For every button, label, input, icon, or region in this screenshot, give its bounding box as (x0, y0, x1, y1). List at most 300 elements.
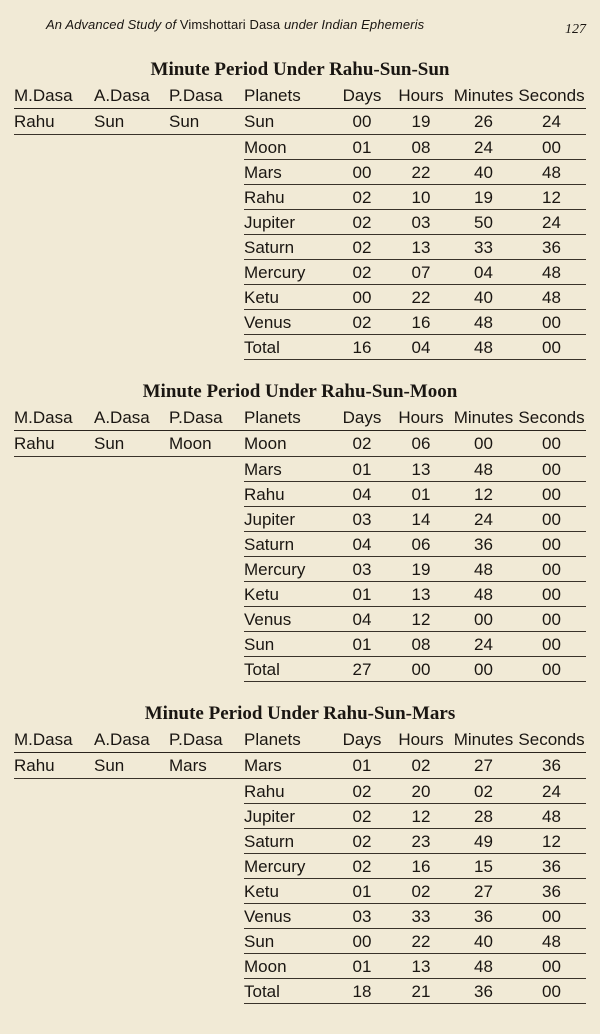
minutes-header: Minutes (453, 86, 514, 105)
pdasa-header: P.Dasa (169, 730, 223, 749)
row-values (244, 210, 586, 235)
adasa-cell (94, 235, 169, 260)
mdasa-header: M.Dasa (14, 408, 73, 427)
planet-cell: Mercury (244, 263, 306, 282)
days-cell: 03 (352, 560, 372, 579)
hours-header: Hours (398, 408, 444, 427)
mdasa-cell: Rahu (14, 756, 55, 775)
hours-cell: 12 (411, 610, 431, 629)
row-values (244, 135, 586, 160)
pdasa-cell (169, 879, 244, 904)
days-cell: 01 (352, 756, 372, 775)
adasa-cell (94, 904, 169, 929)
table-row (14, 753, 586, 779)
row-values (244, 804, 586, 829)
minutes-cell: 24 (474, 510, 493, 529)
pdasa-cell (169, 185, 244, 210)
pdasa-cell (169, 310, 244, 335)
days-cell: 18 (352, 982, 372, 1001)
hours-cell: 22 (411, 288, 431, 307)
minutes-cell: 48 (474, 560, 493, 579)
table-row (14, 607, 586, 632)
adasa-cell (94, 482, 169, 507)
planet-cell: Total (244, 338, 280, 357)
planet-cell: Moon (244, 957, 287, 976)
adasa-header: A.Dasa (94, 86, 150, 105)
pdasa-cell (169, 657, 244, 682)
adasa-cell (94, 335, 169, 360)
minutes-cell: 36 (474, 535, 493, 554)
table-row (14, 582, 586, 607)
seconds-header: Seconds (518, 730, 585, 749)
minutes-cell: 50 (474, 213, 493, 232)
adasa-cell (94, 185, 169, 210)
mdasa-cell (14, 335, 94, 360)
table-row (14, 160, 586, 185)
days-cell: 02 (352, 782, 372, 801)
row-values (244, 310, 586, 335)
days-cell: 04 (352, 485, 372, 504)
page-number: 127 (565, 22, 586, 37)
row-values (244, 260, 586, 285)
minutes-cell: 02 (474, 782, 493, 801)
adasa-cell (94, 210, 169, 235)
days-cell: 02 (352, 313, 372, 332)
planet-cell: Mars (244, 163, 282, 182)
planet-cell: Rahu (244, 485, 285, 504)
seconds-cell: 00 (542, 510, 561, 529)
planet-cell: Ketu (244, 882, 279, 901)
pdasa-cell (169, 929, 244, 954)
hours-cell: 14 (411, 510, 431, 529)
adasa-cell (94, 310, 169, 335)
pdasa-cell (169, 482, 244, 507)
adasa-cell (94, 135, 169, 160)
days-cell: 03 (352, 510, 372, 529)
pdasa-cell (169, 854, 244, 879)
mdasa-cell (14, 879, 94, 904)
row-values (244, 979, 586, 1004)
adasa-cell: Sun (94, 112, 125, 131)
row-values (244, 632, 586, 657)
hours-cell: 22 (411, 163, 431, 182)
adasa-cell: Sun (94, 756, 125, 775)
hours-cell: 23 (411, 832, 431, 851)
hours-header: Hours (398, 730, 444, 749)
seconds-cell: 00 (542, 635, 561, 654)
row-values (244, 829, 586, 854)
mdasa-cell (14, 829, 94, 854)
mdasa-cell (14, 310, 94, 335)
planet-cell: Saturn (244, 832, 295, 851)
adasa-cell (94, 879, 169, 904)
planet-cell: Mercury (244, 857, 306, 876)
row-values (244, 335, 586, 360)
planet-cell: Sun (244, 932, 275, 951)
hours-cell: 33 (411, 907, 431, 926)
days-header: Days (342, 86, 382, 105)
planet-cell: Total (244, 660, 280, 679)
minutes-cell: 36 (474, 982, 493, 1001)
mdasa-cell (14, 804, 94, 829)
table-row (14, 335, 586, 360)
pdasa-cell (169, 335, 244, 360)
days-cell: 00 (352, 932, 372, 951)
planet-cell: Total (244, 982, 280, 1001)
pdasa-header: P.Dasa (169, 86, 223, 105)
mdasa-cell (14, 657, 94, 682)
minutes-cell: 40 (474, 932, 493, 951)
days-cell: 01 (352, 138, 372, 157)
table-row (14, 482, 586, 507)
mdasa-cell (14, 929, 94, 954)
row-values (244, 753, 586, 778)
adasa-cell (94, 979, 169, 1004)
mdasa-cell (14, 260, 94, 285)
mdasa-header: M.Dasa (14, 730, 73, 749)
pdasa-cell (169, 954, 244, 979)
mdasa-cell (14, 854, 94, 879)
hours-cell: 01 (411, 485, 431, 504)
minutes-cell: 15 (474, 857, 493, 876)
planets-header: Planets (244, 408, 301, 427)
row-values (244, 954, 586, 979)
days-cell: 02 (352, 857, 372, 876)
pdasa-cell (169, 135, 244, 160)
mdasa-cell (14, 160, 94, 185)
seconds-cell: 36 (542, 857, 561, 876)
mdasa-cell (14, 979, 94, 1004)
days-cell: 27 (352, 660, 372, 679)
days-cell: 02 (352, 832, 372, 851)
table-row (14, 135, 586, 160)
hours-cell: 02 (411, 882, 431, 901)
pdasa-cell (169, 904, 244, 929)
table-row (14, 657, 586, 682)
pdasa-cell (169, 607, 244, 632)
minutes-cell: 49 (474, 832, 493, 851)
seconds-cell: 24 (542, 213, 561, 232)
column-header-row (14, 406, 586, 431)
row-values (244, 431, 586, 456)
table-row (14, 829, 586, 854)
column-header-row (14, 84, 586, 109)
minutes-cell: 28 (474, 807, 493, 826)
row-values (244, 904, 586, 929)
table-row (14, 979, 586, 1004)
seconds-cell: 00 (542, 138, 561, 157)
planet-cell: Venus (244, 610, 292, 629)
adasa-cell (94, 260, 169, 285)
hours-cell: 20 (411, 782, 431, 801)
seconds-header: Seconds (518, 408, 585, 427)
table-row (14, 310, 586, 335)
minutes-cell: 48 (474, 585, 493, 604)
planet-cell: Mars (244, 460, 282, 479)
days-cell: 01 (352, 882, 372, 901)
days-cell: 00 (352, 112, 372, 131)
mdasa-cell (14, 135, 94, 160)
seconds-cell: 00 (542, 535, 561, 554)
seconds-cell: 00 (542, 434, 561, 453)
seconds-cell: 48 (542, 807, 561, 826)
hours-cell: 06 (411, 535, 431, 554)
mdasa-cell (14, 457, 94, 482)
seconds-cell: 24 (542, 782, 561, 801)
adasa-cell: Sun (94, 434, 125, 453)
mdasa-cell (14, 607, 94, 632)
adasa-cell (94, 457, 169, 482)
seconds-cell: 36 (542, 238, 561, 257)
table-row (14, 632, 586, 657)
mdasa-cell (14, 557, 94, 582)
row-values (244, 657, 586, 682)
hours-cell: 08 (411, 138, 431, 157)
planet-cell: Moon (244, 138, 287, 157)
days-cell: 02 (352, 238, 372, 257)
seconds-cell: 12 (542, 832, 561, 851)
hours-header: Hours (398, 86, 444, 105)
pdasa-cell (169, 804, 244, 829)
mdasa-cell (14, 235, 94, 260)
days-cell: 00 (352, 288, 372, 307)
seconds-cell: 00 (542, 313, 561, 332)
pdasa-cell (169, 235, 244, 260)
row-values (244, 607, 586, 632)
seconds-cell: 24 (542, 112, 561, 131)
days-cell: 02 (352, 213, 372, 232)
seconds-cell: 00 (542, 982, 561, 1001)
pdasa-cell (169, 507, 244, 532)
pdasa-cell (169, 829, 244, 854)
adasa-cell (94, 582, 169, 607)
pdasa-cell (169, 532, 244, 557)
row-values (244, 507, 586, 532)
adasa-cell (94, 854, 169, 879)
running-head-part-2: Vimshottari Dasa (179, 17, 281, 32)
seconds-cell: 00 (542, 560, 561, 579)
mdasa-cell: Rahu (14, 434, 55, 453)
days-cell: 04 (352, 535, 372, 554)
adasa-cell (94, 779, 169, 804)
planet-cell: Rahu (244, 782, 285, 801)
row-values (244, 109, 586, 134)
pdasa-cell (169, 582, 244, 607)
seconds-cell: 48 (542, 263, 561, 282)
table-row (14, 457, 586, 482)
section-title: Minute Period Under Rahu-Sun-Moon (142, 381, 458, 402)
pdasa-cell (169, 557, 244, 582)
planet-cell: Saturn (244, 238, 295, 257)
row-values (244, 854, 586, 879)
table-row (14, 854, 586, 879)
days-cell: 16 (352, 338, 372, 357)
minutes-cell: 36 (474, 907, 493, 926)
days-cell: 02 (352, 807, 372, 826)
days-cell: 01 (352, 957, 372, 976)
table-row (14, 507, 586, 532)
hours-cell: 13 (411, 238, 431, 257)
pdasa-cell (169, 632, 244, 657)
seconds-cell: 00 (542, 585, 561, 604)
table-row (14, 879, 586, 904)
seconds-cell: 00 (542, 460, 561, 479)
minutes-cell: 00 (474, 610, 493, 629)
minutes-cell: 48 (474, 460, 493, 479)
mdasa-cell: Rahu (14, 112, 55, 131)
hours-cell: 16 (411, 313, 431, 332)
row-values (244, 582, 586, 607)
hours-cell: 13 (411, 957, 431, 976)
row-values (244, 557, 586, 582)
minutes-cell: 19 (474, 188, 493, 207)
section-title: Minute Period Under Rahu-Sun-Sun (150, 59, 450, 80)
adasa-cell (94, 632, 169, 657)
mdasa-header: M.Dasa (14, 86, 73, 105)
seconds-cell: 00 (542, 957, 561, 976)
section-title: Minute Period Under Rahu-Sun-Mars (144, 703, 456, 724)
pdasa-cell (169, 260, 244, 285)
hours-cell: 19 (411, 560, 431, 579)
running-head (46, 17, 424, 32)
minutes-cell: 48 (474, 957, 493, 976)
table-row (14, 185, 586, 210)
hours-cell: 19 (411, 112, 431, 131)
mdasa-cell (14, 532, 94, 557)
planet-cell: Jupiter (244, 807, 296, 826)
planet-cell: Jupiter (244, 510, 296, 529)
planet-cell: Sun (244, 635, 275, 654)
seconds-cell: 36 (542, 882, 561, 901)
hours-cell: 07 (411, 263, 431, 282)
mdasa-cell (14, 482, 94, 507)
running-head-part-3: under Indian Ephemeris (280, 17, 425, 32)
pdasa-cell: Sun (169, 112, 200, 131)
seconds-cell: 12 (542, 188, 561, 207)
days-header: Days (342, 408, 382, 427)
hours-cell: 13 (411, 585, 431, 604)
planet-cell: Mercury (244, 560, 306, 579)
seconds-cell: 00 (542, 907, 561, 926)
adasa-cell (94, 285, 169, 310)
planet-cell: Rahu (244, 188, 285, 207)
adasa-cell (94, 929, 169, 954)
period-section (14, 56, 586, 360)
hours-cell: 13 (411, 460, 431, 479)
row-values (244, 160, 586, 185)
adasa-cell (94, 607, 169, 632)
days-header: Days (342, 730, 382, 749)
hours-cell: 21 (411, 982, 431, 1001)
hours-cell: 22 (411, 932, 431, 951)
minutes-cell: 40 (474, 288, 493, 307)
minutes-cell: 27 (474, 756, 493, 775)
minutes-cell: 27 (474, 882, 493, 901)
adasa-cell (94, 657, 169, 682)
pdasa-cell (169, 457, 244, 482)
days-cell: 02 (352, 188, 372, 207)
adasa-header: A.Dasa (94, 730, 150, 749)
planet-cell: Saturn (244, 535, 295, 554)
table-row (14, 532, 586, 557)
table-row (14, 260, 586, 285)
seconds-cell: 00 (542, 485, 561, 504)
row-values (244, 929, 586, 954)
seconds-cell: 00 (542, 338, 561, 357)
minutes-cell: 12 (474, 485, 493, 504)
days-cell: 04 (352, 610, 372, 629)
minutes-cell: 00 (474, 660, 493, 679)
adasa-cell (94, 954, 169, 979)
seconds-cell: 00 (542, 660, 561, 679)
days-cell: 01 (352, 585, 372, 604)
hours-cell: 06 (411, 434, 431, 453)
seconds-cell: 48 (542, 932, 561, 951)
minutes-cell: 40 (474, 163, 493, 182)
minutes-cell: 48 (474, 338, 493, 357)
row-values (244, 457, 586, 482)
mdasa-cell (14, 632, 94, 657)
minutes-cell: 26 (474, 112, 493, 131)
mdasa-cell (14, 285, 94, 310)
table-row (14, 929, 586, 954)
adasa-cell (94, 507, 169, 532)
adasa-cell (94, 160, 169, 185)
row-values (244, 285, 586, 310)
planet-cell: Ketu (244, 288, 279, 307)
minutes-header: Minutes (453, 408, 514, 427)
seconds-cell: 36 (542, 756, 561, 775)
mdasa-cell (14, 779, 94, 804)
table-row (14, 109, 586, 135)
seconds-cell: 48 (542, 163, 561, 182)
hours-cell: 00 (411, 660, 431, 679)
planet-cell: Venus (244, 907, 292, 926)
planet-cell: Jupiter (244, 213, 296, 232)
planet-cell: Mars (244, 756, 282, 775)
pdasa-cell: Mars (169, 756, 207, 775)
days-cell: 02 (352, 434, 372, 453)
table-row (14, 904, 586, 929)
hours-cell: 03 (411, 213, 431, 232)
minutes-cell: 00 (474, 434, 493, 453)
days-cell: 02 (352, 263, 372, 282)
adasa-cell (94, 532, 169, 557)
days-cell: 03 (352, 907, 372, 926)
pdasa-cell (169, 160, 244, 185)
running-head-part-1: An Advanced Study of (46, 17, 180, 32)
planet-cell: Venus (244, 313, 292, 332)
days-cell: 00 (352, 163, 372, 182)
pdasa-cell (169, 779, 244, 804)
adasa-header: A.Dasa (94, 408, 150, 427)
table-row (14, 210, 586, 235)
mdasa-cell (14, 507, 94, 532)
planets-header: Planets (244, 86, 301, 105)
period-section (14, 378, 586, 682)
planet-cell: Ketu (244, 585, 279, 604)
table-row (14, 431, 586, 457)
minutes-cell: 04 (474, 263, 493, 282)
minutes-cell: 24 (474, 138, 493, 157)
row-values (244, 185, 586, 210)
days-cell: 01 (352, 635, 372, 654)
pdasa-cell (169, 210, 244, 235)
mdasa-cell (14, 210, 94, 235)
adasa-cell (94, 804, 169, 829)
minutes-cell: 24 (474, 635, 493, 654)
minutes-header: Minutes (453, 730, 514, 749)
